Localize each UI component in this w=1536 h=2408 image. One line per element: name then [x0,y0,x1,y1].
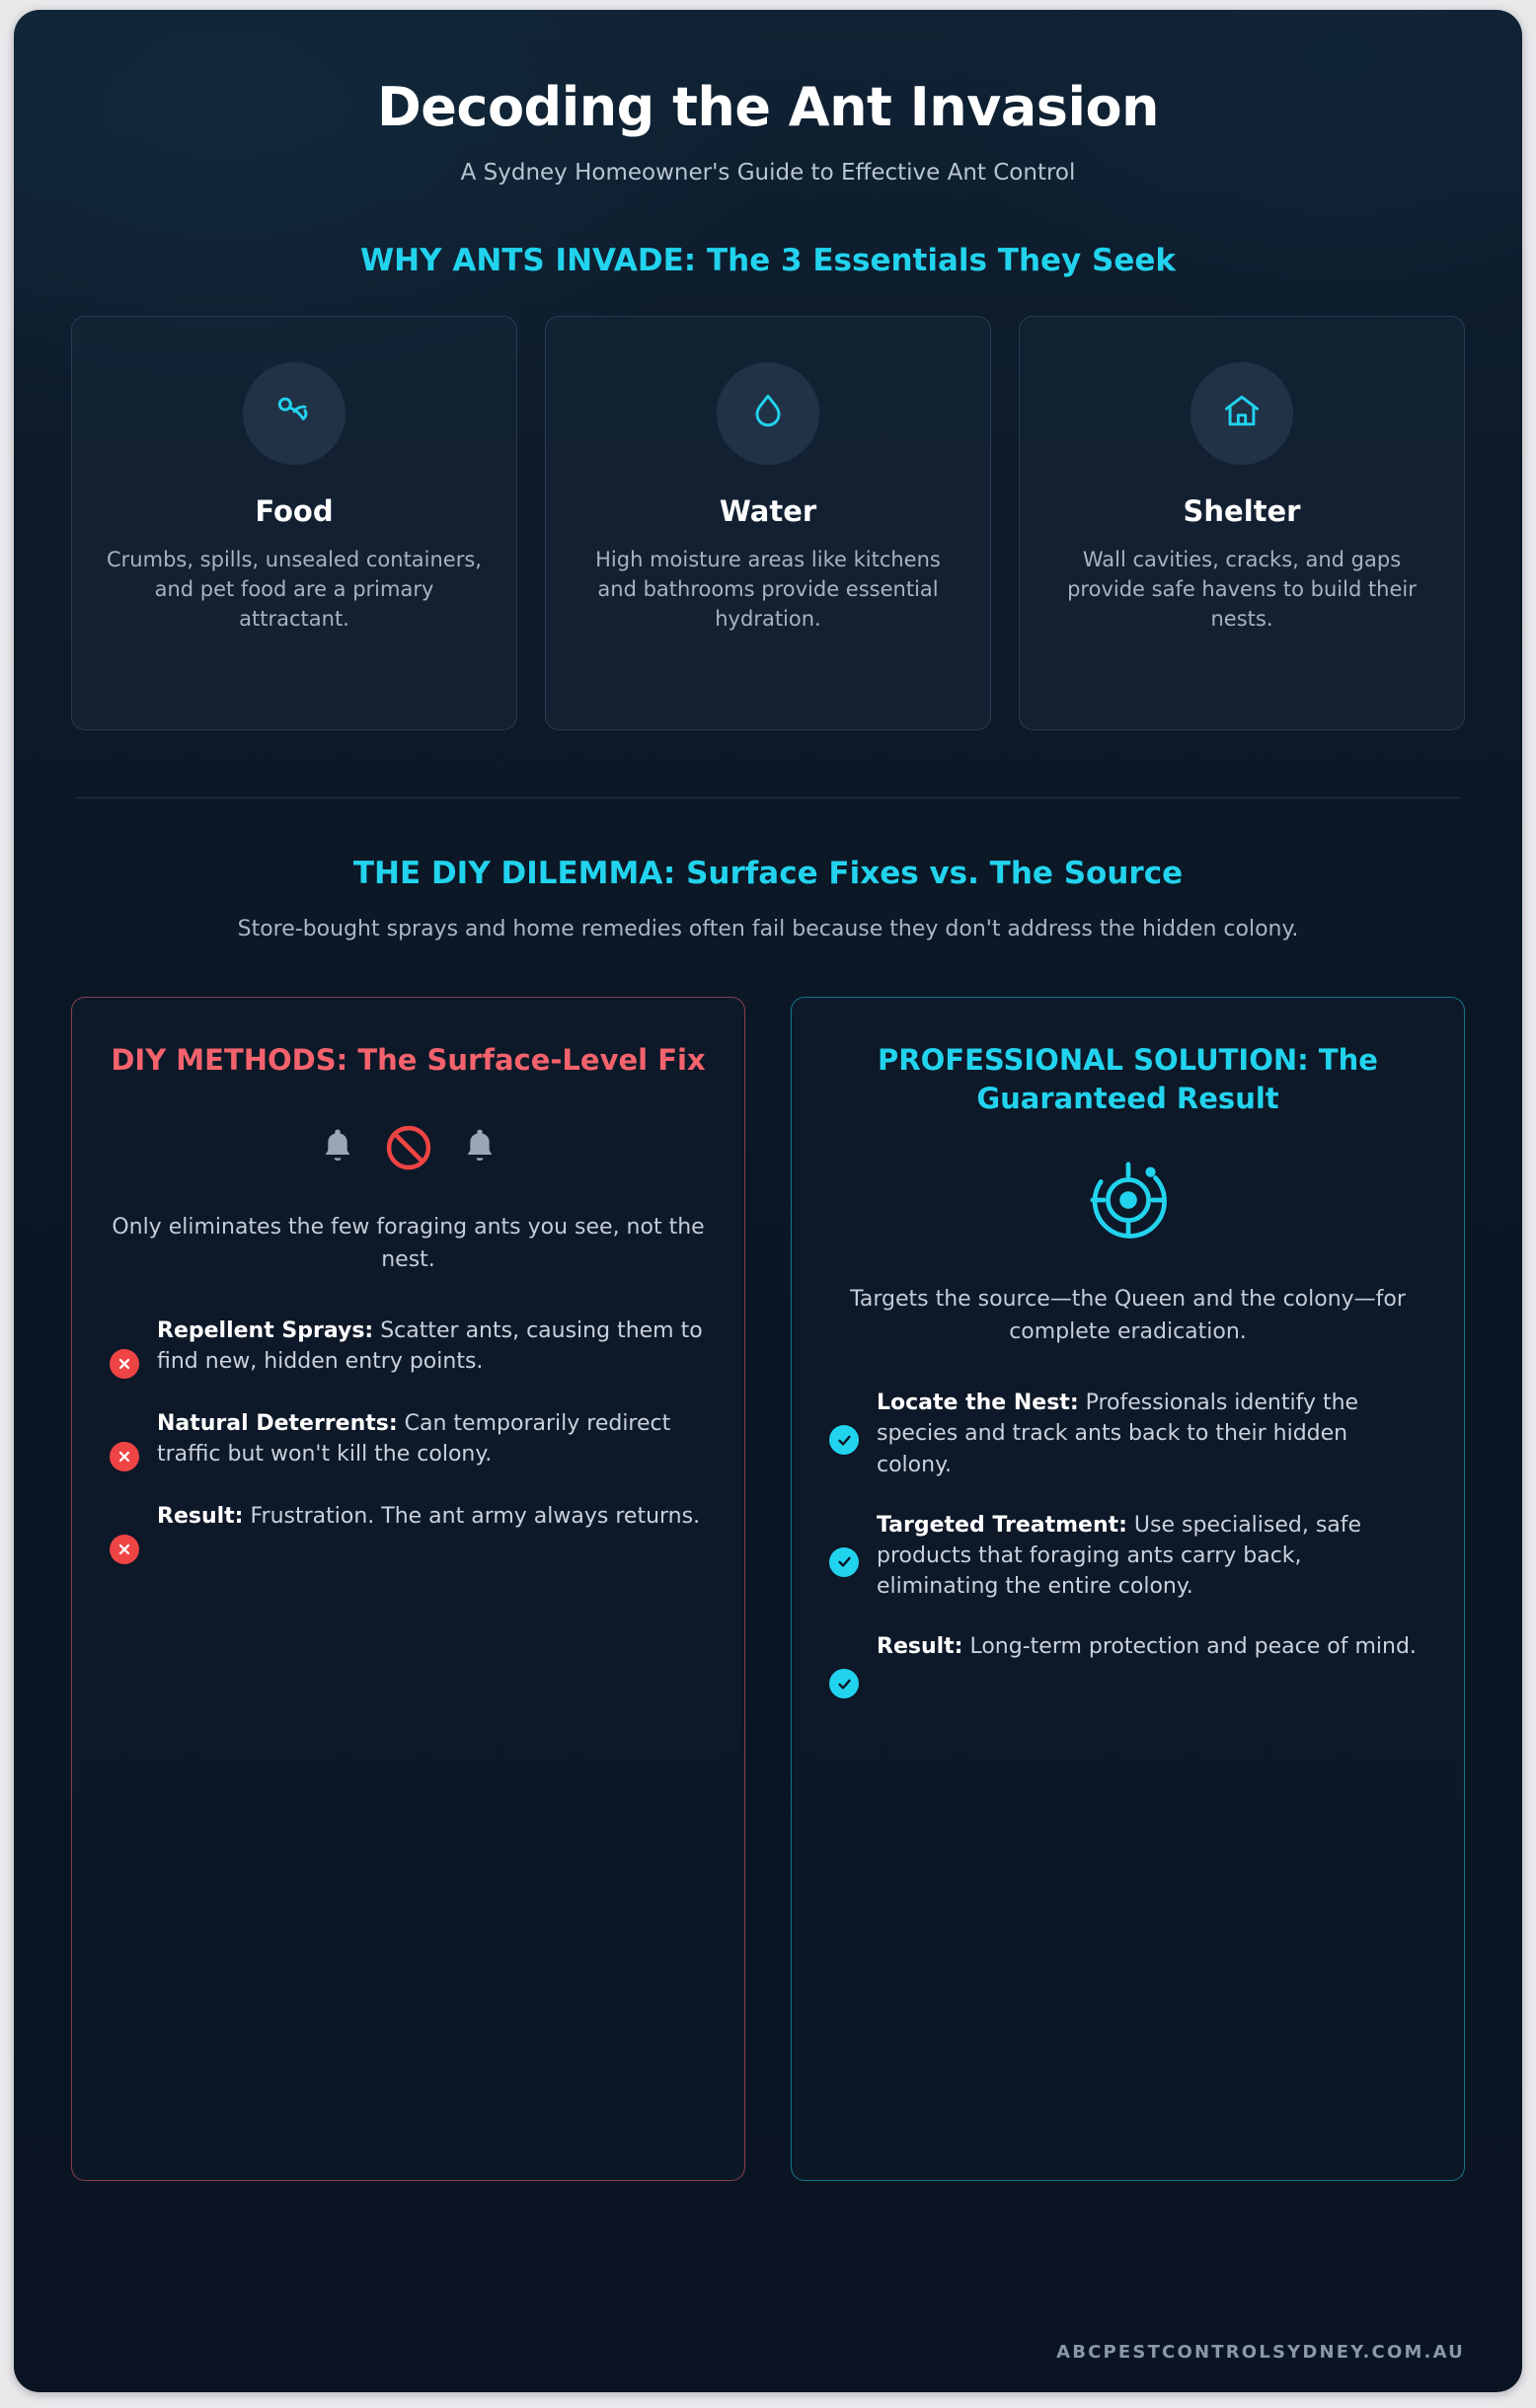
pro-bullet-list [829,1388,1426,1698]
diy-bullet-list [110,1316,707,1564]
bullet-body: Frustration. The ant army always returns. [243,1503,701,1529]
essential-name: Shelter [1183,494,1301,529]
spray-bell-icon [460,1125,499,1174]
water-icon-circle [717,362,819,465]
essential-card-water [545,316,991,730]
essentials-heading: WHY ANTS INVADE: The 3 Essentials They Seek [359,243,1177,279]
bullet-body: Long-term protection and peace of mind. [962,1634,1417,1660]
essential-card-shelter [1019,316,1465,730]
diy-lead-text: Only eliminates the few foraging ants you see, not the nest. [112,1215,705,1272]
pro-lead-text: Targets the source—the Queen and the colony—for complete eradication. [850,1287,1406,1344]
diy-icon-row [110,1115,707,1184]
check-icon [829,1669,859,1698]
bullet-body: Scatter ants, causing them to find new, hidden entry points. [157,1317,703,1375]
list-item [110,1408,707,1471]
bullet-text [157,1501,700,1532]
home-shelter-icon [1220,390,1264,437]
essential-name: Food [255,494,334,529]
list-item [829,1510,1426,1603]
dilemma-heading: THE DIY DILEMMA: Surface Fixes vs. The Source [352,856,1184,892]
bullet-body: Professionals identify the species and track ants back to their hidden colony. [877,1391,1359,1477]
bullet-body: Can temporarily redirect traffic but won't kill the colony. [157,1410,671,1467]
essential-desc: Wall cavities, cracks, and gaps provide safe havens to build their nests. [1067,548,1417,631]
bullet-label: Result: [157,1503,244,1529]
essential-card-food [71,316,517,730]
bullet-label: Result: [877,1634,963,1660]
essentials-row [71,316,1465,730]
list-item [110,1501,707,1564]
list-item [829,1388,1426,1480]
water-drop-icon [746,390,790,437]
bullet-label: Natural Deterrents: [157,1410,398,1436]
list-item [110,1316,707,1379]
footer-website-url: ABCPESTCONTROLSYDNEY.COM.AU [1056,2342,1465,2363]
bullet-label: Locate the Nest: [877,1391,1079,1416]
essential-name: Water [719,494,817,529]
prohibited-icon [383,1122,434,1177]
target-crosshair-icon [1082,1154,1175,1250]
cross-icon [110,1442,139,1471]
food-crumbs-icon [272,390,316,437]
section-divider [77,797,1459,798]
diy-card-title: DIY METHODS: The Surface-Level Fix [111,1043,706,1078]
pro-icon-row [829,1148,1426,1256]
cross-icon [110,1349,139,1379]
professional-solution-card [791,997,1465,2181]
bullet-text [877,1510,1426,1603]
bullet-label: Targeted Treatment: [877,1512,1127,1538]
food-icon-circle [243,362,346,465]
bullet-text [157,1316,707,1377]
comparison-row [71,997,1465,2191]
bullet-label: Repellent Sprays: [157,1317,374,1343]
bullet-body: Use specialised, safe products that foraging ants carry back, eliminating the entire colony. [877,1512,1362,1600]
shelter-icon-circle [1190,362,1293,465]
spray-bell-icon [318,1125,357,1174]
dilemma-subtext: Store-bought sprays and home remedies often fail because they don't address the hidden colony. [237,917,1299,942]
infographic-card [14,10,1522,2392]
page-subtitle: A Sydney Homeowner's Guide to Effective Ant Control [460,160,1076,187]
bullet-text [877,1388,1426,1480]
pro-card-title: PROFESSIONAL SOLUTION: The Guaranteed Result [878,1043,1378,1116]
infographic-content [14,10,1522,2191]
bullet-text [157,1408,707,1469]
check-icon [829,1547,859,1577]
list-item [829,1631,1426,1698]
check-icon [829,1425,859,1455]
diy-methods-card [71,997,745,2181]
cross-icon [110,1535,139,1564]
bullet-text [877,1631,1417,1662]
essential-desc: High moisture areas like kitchens and bathrooms provide essential hydration. [595,548,941,631]
page-title: Decoding the Ant Invasion [376,76,1159,138]
essential-desc: Crumbs, spills, unsealed containers, and pet food are a primary attractant. [107,548,482,631]
